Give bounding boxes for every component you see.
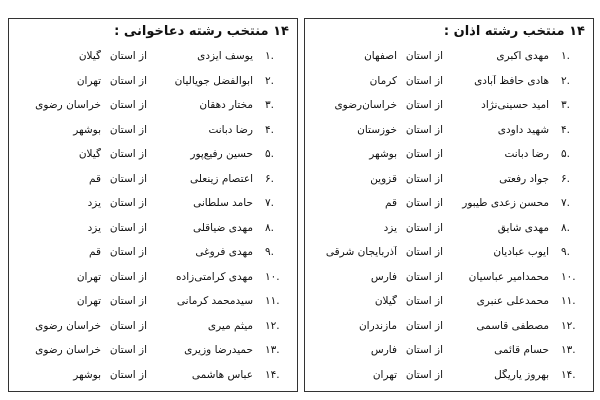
from-province-label: از استان	[405, 123, 443, 136]
province-name: تهران	[372, 368, 397, 381]
doa-column	[8, 18, 298, 392]
item-number: ۶.	[561, 172, 570, 185]
list-item	[305, 339, 593, 364]
person-name: مهدی اکبری	[496, 50, 549, 62]
list-item	[305, 94, 593, 119]
item-number: ۴.	[561, 123, 570, 136]
list-item	[305, 266, 593, 291]
province-name: یزد	[383, 221, 397, 234]
list-item	[9, 94, 297, 119]
person-name: هادی حافظ آبادی	[474, 74, 549, 87]
province-name: قم	[384, 197, 397, 209]
from-province-label: از استان	[109, 197, 147, 209]
person-name: بهروز یاریگل	[494, 368, 549, 381]
from-province-label: از استان	[109, 295, 147, 307]
province-name: فارس	[370, 270, 397, 283]
province-name: خراسان‌رضوی	[334, 99, 397, 111]
item-number: ۱۰.	[561, 270, 576, 283]
person-name: شهید داودی	[497, 123, 549, 136]
province-name: کرمان	[369, 74, 397, 87]
person-name: سیدمحمد کرمانی	[176, 295, 253, 307]
list-item	[305, 192, 593, 217]
from-province-label: از استان	[109, 368, 147, 381]
from-province-label: از استان	[405, 99, 443, 111]
from-province-label: از استان	[109, 319, 147, 332]
province-name: آذربایجان شرقی	[325, 246, 397, 258]
province-name: گیلان	[78, 50, 101, 62]
province-name: گیلان	[78, 148, 101, 160]
list-item	[305, 315, 593, 340]
list-item	[9, 45, 297, 70]
from-province-label: از استان	[405, 319, 443, 332]
province-name: بوشهر	[73, 123, 101, 136]
person-name: حسام قائمی	[494, 344, 549, 356]
person-name: مهدی فروغی	[195, 246, 253, 258]
person-name: امید حسینی‌نژاد	[481, 99, 549, 111]
list-item	[305, 241, 593, 266]
list-item	[305, 70, 593, 95]
from-province-label: از استان	[109, 172, 147, 185]
item-number: ۱۴.	[561, 368, 576, 381]
list-item	[9, 364, 297, 389]
item-number: ۱۱.	[561, 295, 576, 307]
person-name: حامد سلطانی	[193, 197, 253, 209]
list-item	[9, 266, 297, 291]
from-province-label: از استان	[109, 74, 147, 87]
list-item	[9, 290, 297, 315]
item-number: ۵.	[561, 148, 570, 160]
person-name: مصطفی قاسمی	[476, 319, 549, 332]
list-item	[9, 70, 297, 95]
item-number: ۲.	[561, 74, 570, 87]
from-province-label: از استان	[405, 270, 443, 283]
person-name: مهدی کرامتی‌زاده	[176, 270, 253, 283]
from-province-label: از استان	[405, 221, 443, 234]
province-name: قم	[88, 172, 101, 185]
province-name: بوشهر	[369, 148, 397, 160]
province-name: خراسان رضوی	[35, 319, 101, 332]
item-number: ۱.	[561, 50, 570, 62]
person-name: محمدامیر عباسیان	[468, 270, 549, 283]
list-item	[9, 241, 297, 266]
item-number: ۴.	[265, 123, 274, 136]
person-name: حسین رفیع‌پور	[190, 148, 253, 160]
azan-list	[305, 45, 593, 388]
azan-title: ۱۴ منتخب رشته اذان :	[443, 24, 585, 39]
person-name: محمدعلی عنبری	[476, 295, 549, 307]
province-name: تهران	[76, 270, 101, 283]
from-province-label: از استان	[405, 172, 443, 185]
from-province-label: از استان	[405, 50, 443, 62]
province-name: یزد	[87, 221, 101, 234]
list-item	[305, 119, 593, 144]
from-province-label: از استان	[109, 221, 147, 234]
item-number: ۹.	[561, 246, 570, 258]
from-province-label: از استان	[405, 295, 443, 307]
from-province-label: از استان	[405, 148, 443, 160]
province-name: فارس	[370, 344, 397, 356]
item-number: ۱۳.	[265, 344, 280, 356]
item-number: ۱۲.	[265, 319, 280, 332]
from-province-label: از استان	[405, 246, 443, 258]
list-item	[305, 364, 593, 389]
from-province-label: از استان	[109, 123, 147, 136]
item-number: ۷.	[265, 197, 274, 209]
from-province-label: از استان	[109, 50, 147, 62]
person-name: مهدی شایق	[497, 221, 549, 234]
person-name: اعتصام زینعلی	[190, 172, 253, 185]
item-number: ۱۱.	[265, 295, 280, 307]
item-number: ۳.	[265, 99, 274, 111]
province-name: مازندران	[358, 319, 397, 332]
person-name: عباس هاشمی	[191, 368, 253, 381]
doa-title: ۱۴ منتخب رشته دعاخوانی :	[114, 24, 289, 39]
province-name: قم	[88, 246, 101, 258]
person-name: ایوب عبادیان	[493, 246, 549, 258]
list-item	[9, 143, 297, 168]
item-number: ۱.	[265, 50, 274, 62]
list-item	[9, 217, 297, 242]
item-number: ۱۰.	[265, 270, 280, 283]
from-province-label: از استان	[109, 148, 147, 160]
list-item	[305, 217, 593, 242]
from-province-label: از استان	[405, 74, 443, 87]
item-number: ۱۳.	[561, 344, 576, 356]
person-name: محسن زعدی طیبور	[462, 197, 549, 209]
person-name: حمیدرضا وزیری	[184, 344, 253, 356]
province-name: بوشهر	[73, 368, 101, 381]
item-number: ۶.	[265, 172, 274, 185]
person-name: ابوالفضل جویالیان	[174, 74, 253, 87]
list-item	[305, 45, 593, 70]
province-name: اصفهان	[364, 50, 397, 62]
item-number: ۸.	[265, 221, 274, 234]
from-province-label: از استان	[109, 246, 147, 258]
province-name: تهران	[76, 295, 101, 307]
list-item	[305, 290, 593, 315]
person-name: میثم میری	[207, 319, 253, 332]
list-item	[305, 143, 593, 168]
person-name: رضا دبانت	[504, 148, 549, 160]
from-province-label: از استان	[109, 99, 147, 111]
person-name: جواد رفعتی	[499, 172, 549, 185]
person-name: مختار دهقان	[199, 99, 253, 111]
item-number: ۱۲.	[561, 319, 576, 332]
item-number: ۹.	[265, 246, 274, 258]
list-item	[9, 168, 297, 193]
province-name: خراسان رضوی	[35, 344, 101, 356]
from-province-label: از استان	[405, 344, 443, 356]
item-number: ۸.	[561, 221, 570, 234]
province-name: خراسان رضوی	[35, 99, 101, 111]
province-name: یزد	[87, 197, 101, 209]
item-number: ۷.	[561, 197, 570, 209]
from-province-label: از استان	[405, 197, 443, 209]
province-name: خوزستان	[357, 123, 397, 136]
doa-list	[9, 45, 297, 388]
province-name: گیلان	[374, 295, 397, 307]
list-item	[305, 168, 593, 193]
item-number: ۵.	[265, 148, 274, 160]
item-number: ۲.	[265, 74, 274, 87]
person-name: یوسف ایزدی	[197, 50, 253, 62]
person-name: رضا دبانت	[208, 123, 253, 136]
list-item	[9, 119, 297, 144]
azan-column	[304, 18, 594, 392]
list-item	[9, 339, 297, 364]
list-item	[9, 192, 297, 217]
from-province-label: از استان	[109, 344, 147, 356]
from-province-label: از استان	[109, 270, 147, 283]
list-item	[9, 315, 297, 340]
item-number: ۳.	[561, 99, 570, 111]
item-number: ۱۴.	[265, 368, 280, 381]
province-name: قزوین	[370, 172, 397, 185]
person-name: مهدی ضیاقلی	[192, 221, 253, 234]
from-province-label: از استان	[405, 368, 443, 381]
province-name: تهران	[76, 74, 101, 87]
